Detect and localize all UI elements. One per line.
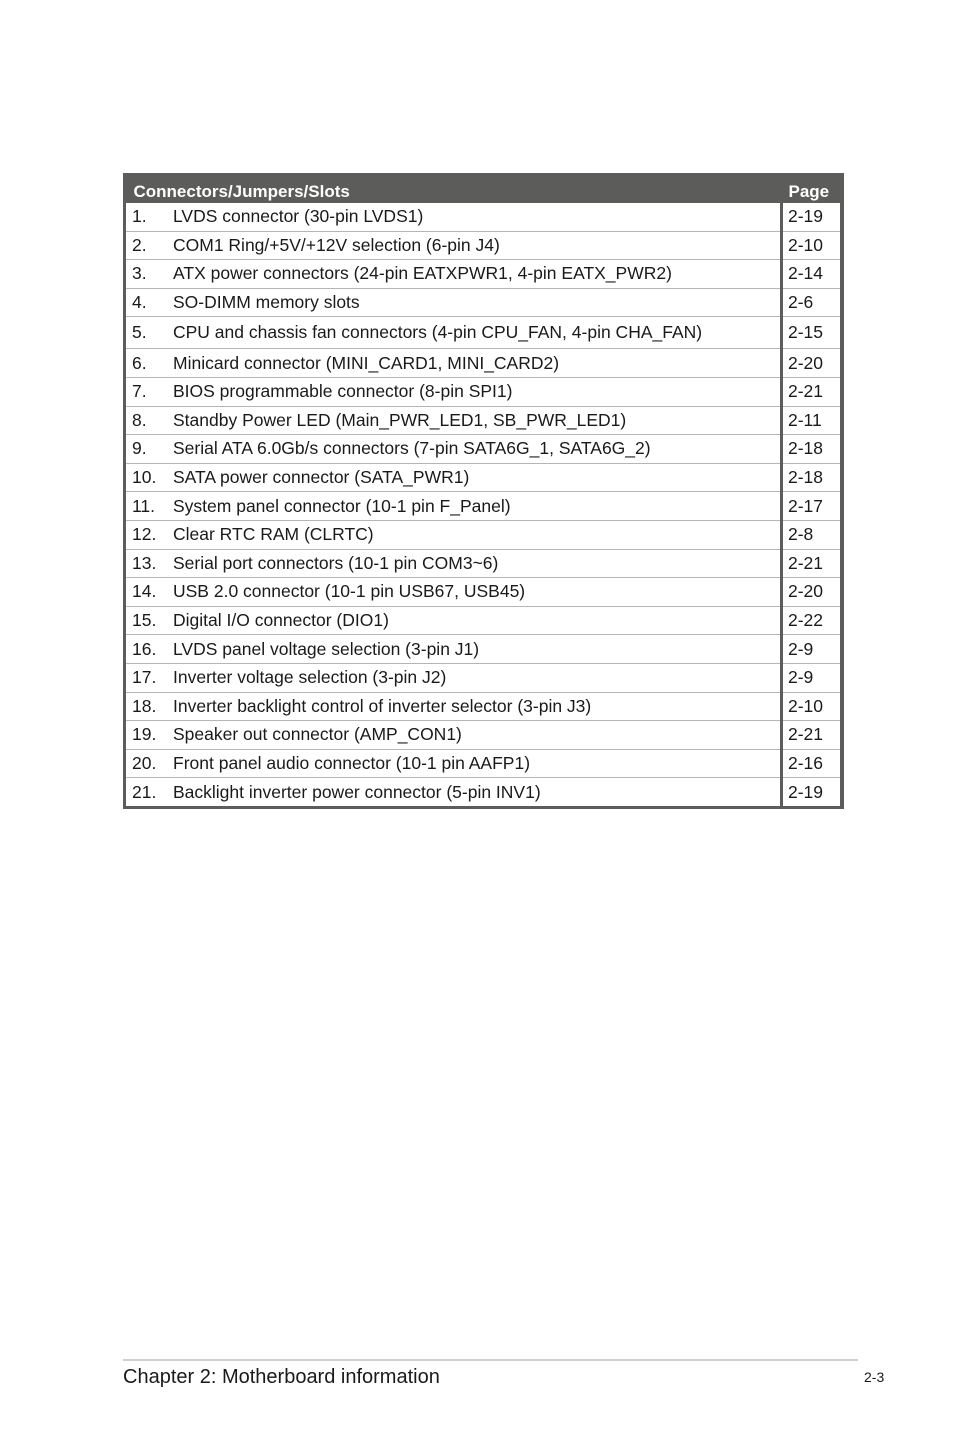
row-number: 18. [132, 695, 157, 716]
table-row [125, 606, 842, 635]
table-row [125, 435, 842, 464]
table-row [125, 377, 842, 406]
footer-divider [123, 1359, 858, 1361]
row-page: 2-20 [782, 578, 842, 607]
connectors-table [123, 173, 844, 809]
row-page: 2-9 [782, 635, 842, 664]
row-page: 2-20 [782, 349, 842, 378]
table-row [125, 203, 842, 231]
table-row [125, 260, 842, 289]
row-label: CPU and chassis fan connectors (4-pin CPU_FAN, 4-pin CHA_FAN) [173, 322, 703, 343]
row-page: 2-18 [782, 463, 842, 492]
row-number: 21. [132, 781, 157, 802]
row-label: SO-DIMM memory slots [173, 292, 360, 313]
table-row [125, 492, 842, 521]
row-page: 2-21 [782, 377, 842, 406]
row-label: Speaker out connector (AMP_CON1) [173, 724, 462, 745]
row-label: Clear RTC RAM (CLRTC) [173, 524, 374, 545]
row-number: 10. [132, 467, 157, 488]
row-number: 1. [132, 206, 147, 227]
row-number: 20. [132, 752, 157, 773]
row-label: Serial port connectors (10-1 pin COM3~6) [173, 552, 499, 573]
row-page: 2-18 [782, 435, 842, 464]
row-number: 8. [132, 409, 147, 430]
row-number: 13. [132, 552, 157, 573]
row-page: 2-22 [782, 606, 842, 635]
row-page: 2-8 [782, 520, 842, 549]
table-row [125, 549, 842, 578]
table-row [125, 349, 842, 378]
table-row [125, 721, 842, 750]
table-row [125, 692, 842, 721]
table-row [125, 406, 842, 435]
row-label: Standby Power LED (Main_PWR_LED1, SB_PWR_LED1) [173, 409, 627, 430]
row-label: USB 2.0 connector (10-1 pin USB67, USB45) [173, 581, 526, 602]
row-label: Inverter backlight control of inverter selector (3-pin J3) [173, 695, 592, 716]
row-number: 19. [132, 724, 157, 745]
table-row [125, 578, 842, 607]
row-page: 2-15 [782, 317, 842, 349]
table-row [125, 749, 842, 778]
table-row [125, 520, 842, 549]
row-label: COM1 Ring/+5V/+12V selection (6-pin J4) [173, 234, 500, 255]
row-label: Digital I/O connector (DIO1) [173, 610, 389, 631]
row-label: Backlight inverter power connector (5-pin INV1) [173, 781, 541, 802]
row-label: LVDS connector (30-pin LVDS1) [173, 206, 424, 227]
row-number: 4. [132, 292, 147, 313]
row-label: System panel connector (10-1 pin F_Panel) [173, 495, 511, 516]
row-label: LVDS panel voltage selection (3-pin J1) [173, 638, 480, 659]
table-header-row [125, 173, 842, 203]
row-page: 2-10 [782, 692, 842, 721]
footer-page-number: 2-3 [864, 1369, 885, 1385]
row-page: 2-9 [782, 663, 842, 692]
row-label: Front panel audio connector (10-1 pin AAFP1) [173, 752, 531, 773]
row-page: 2-19 [782, 203, 842, 231]
table-row [125, 288, 842, 317]
row-label: Minicard connector (MINI_CARD1, MINI_CARD2) [173, 352, 560, 373]
row-label: Serial ATA 6.0Gb/s connectors (7-pin SATA6G_1, SATA6G_2) [173, 438, 651, 459]
table-row [125, 463, 842, 492]
header-page: Page [788, 182, 830, 201]
row-number: 7. [132, 381, 147, 402]
row-page: 2-6 [782, 288, 842, 317]
row-number: 12. [132, 524, 157, 545]
row-label: BIOS programmable connector (8-pin SPI1) [173, 381, 513, 402]
row-label: SATA power connector (SATA_PWR1) [173, 467, 470, 488]
table-row [125, 231, 842, 260]
row-page: 2-16 [782, 749, 842, 778]
row-page: 2-19 [782, 778, 842, 808]
row-page: 2-14 [782, 260, 842, 289]
row-page: 2-17 [782, 492, 842, 521]
row-page: 2-21 [782, 549, 842, 578]
header-item: Connectors/Jumpers/Slots [133, 182, 350, 201]
table-row [125, 778, 842, 808]
row-number: 14. [132, 581, 157, 602]
row-page: 2-11 [782, 406, 842, 435]
row-page: 2-10 [782, 231, 842, 260]
row-number: 15. [132, 610, 157, 631]
row-page: 2-21 [782, 721, 842, 750]
row-number: 9. [132, 438, 147, 459]
row-number: 5. [132, 322, 147, 343]
row-number: 3. [132, 263, 147, 284]
row-number: 16. [132, 638, 157, 659]
row-label: Inverter voltage selection (3-pin J2) [173, 667, 447, 688]
row-number: 6. [132, 352, 147, 373]
row-number: 2. [132, 234, 147, 255]
row-label: ATX power connectors (24-pin EATXPWR1, 4-pin EATX_PWR2) [173, 263, 672, 284]
table-row [125, 663, 842, 692]
table-row [125, 635, 842, 664]
row-number: 17. [132, 667, 157, 688]
row-number: 11. [132, 495, 156, 516]
footer-chapter-title: Chapter 2: Motherboard information [123, 1366, 440, 1388]
table-row [125, 317, 842, 349]
